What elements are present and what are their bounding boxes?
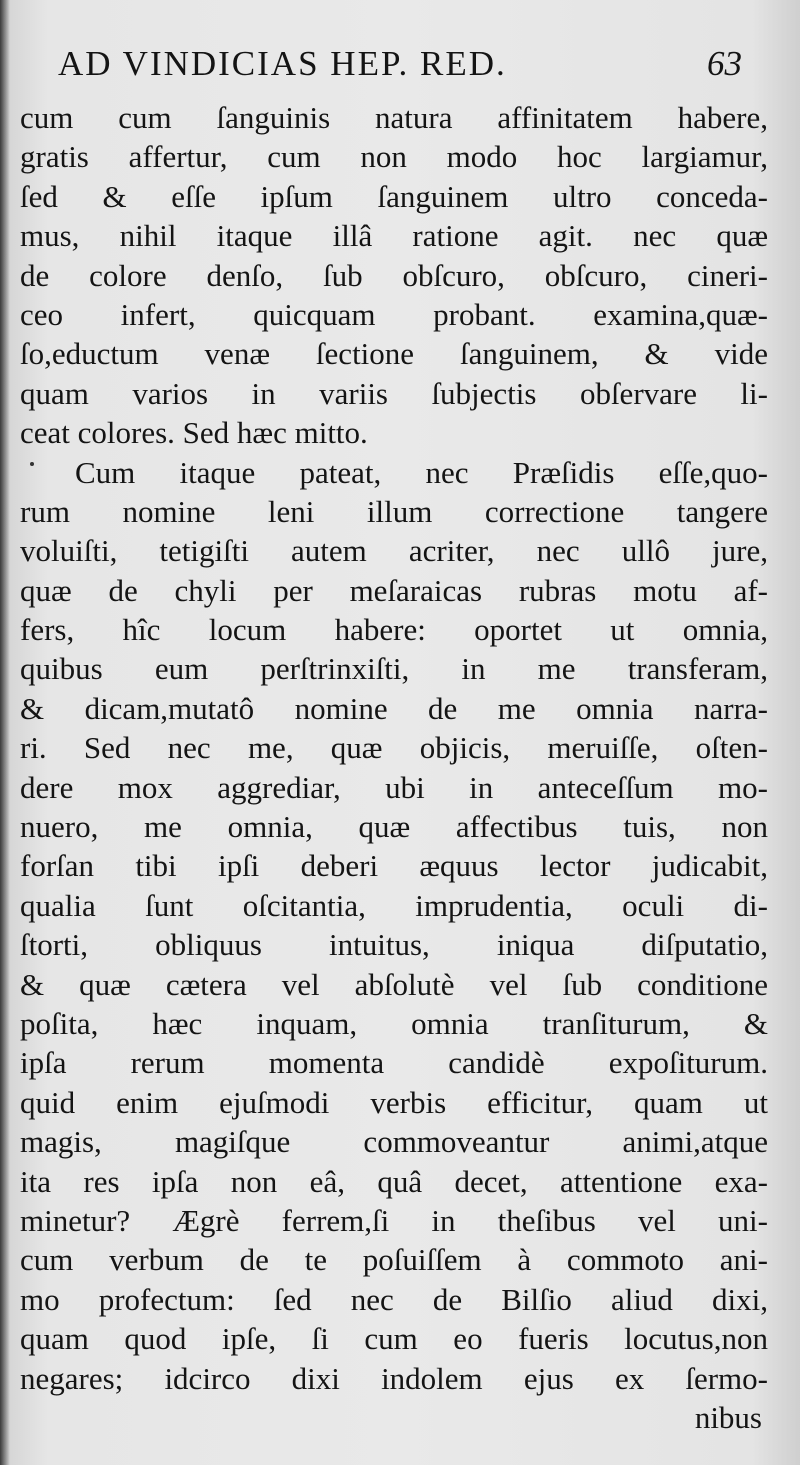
text-line: mo profectum: ſed nec de Bilſio aliud dixi, <box>20 1281 768 1317</box>
text-line: & dicam,mutatô nomine de me omnia narra- <box>20 690 768 726</box>
text-line: nuero, me omnia, quæ affectibus tuis, non <box>20 809 768 845</box>
text-line: magis, magiſque commoveantur animi,atque <box>20 1124 768 1160</box>
text-line: quibus eum perſtrinxiſti, in me transferam, <box>20 651 768 687</box>
text-line: quam quod ipſe, ſi cum eo fueris locutus,non <box>20 1321 768 1357</box>
text-line: ri. Sed nec me, quæ objicis, meruiſſe, oſten- <box>20 730 768 766</box>
paragraph-first-line: Cum itaque pateat, nec Præſidis eſſe,quo- <box>75 454 768 490</box>
text-line: gratis affertur, cum non modo hoc largiamur, <box>20 139 768 175</box>
body-text <box>20 98 768 1437</box>
text-line: quam varios in variis ſubjectis obſervare li- <box>20 375 768 411</box>
text-line: ita res ipſa non eâ, quâ decet, attentione exa- <box>20 1163 768 1199</box>
text-line: minetur? Ægrè ferrem,ſi in theſibus vel uni- <box>20 1202 768 1238</box>
text-line: forſan tibi ipſi deberi æquus lector judicabit, <box>20 848 768 884</box>
text-line: ſtorti, obliquus intuitus, iniqua diſputatio, <box>20 927 768 963</box>
text-line: cum verbum de te poſuiſſem à commoto ani- <box>20 1242 768 1278</box>
text-line: cum cum ſanguinis natura affinitatem habere, <box>20 100 768 135</box>
text-line: mus, nihil itaque illâ ratione agit. nec quæ <box>20 218 768 254</box>
text-line: rum nomine leni illum correctione tangere <box>20 493 768 529</box>
text-line: & quæ cætera vel abſolutè vel ſub conditione <box>20 966 768 1002</box>
text-line: quid enim ejuſmodi verbis efficitur, quam ut <box>20 1084 768 1120</box>
text-line: voluiſti, tetigiſti autem acriter, nec ullô jure, <box>20 533 768 569</box>
running-head <box>58 44 742 94</box>
text-line: ipſa rerum momenta candidè expoſiturum. <box>20 1045 768 1081</box>
page-number: 63 <box>707 44 742 83</box>
text-line: ceo infert, quicquam probant. examina,quæ- <box>20 296 768 332</box>
text-line: quæ de chyli per meſaraicas rubras motu af- <box>20 572 768 608</box>
text-line: ceat colores. Sed hæc mitto. <box>20 415 368 451</box>
running-head-title: AD VINDICIAS HEP. RED. <box>58 44 507 83</box>
text-line: dere mox aggrediar, ubi in anteceſſum mo- <box>20 769 768 805</box>
catchword: nibus <box>694 1399 762 1435</box>
text-line: poſita, hæc inquam, omnia tranſiturum, & <box>20 1005 768 1041</box>
text-line: ſed & eſſe ipſum ſanguinem ultro conceda- <box>20 178 768 214</box>
text-line: ſo,eductum venæ ſectione ſanguinem, & vide <box>20 336 768 372</box>
text-line: qualia ſunt oſcitantia, imprudentia, oculi di- <box>20 887 768 923</box>
page-gutter-shadow <box>0 0 10 1465</box>
text-line: de colore denſo, ſub obſcuro, obſcuro, cineri- <box>20 257 768 293</box>
text-line: fers, hîc locum habere: oportet ut omnia, <box>20 612 768 648</box>
text-line: negares; idcirco dixi indolem ejus ex ſermo- <box>20 1360 768 1396</box>
